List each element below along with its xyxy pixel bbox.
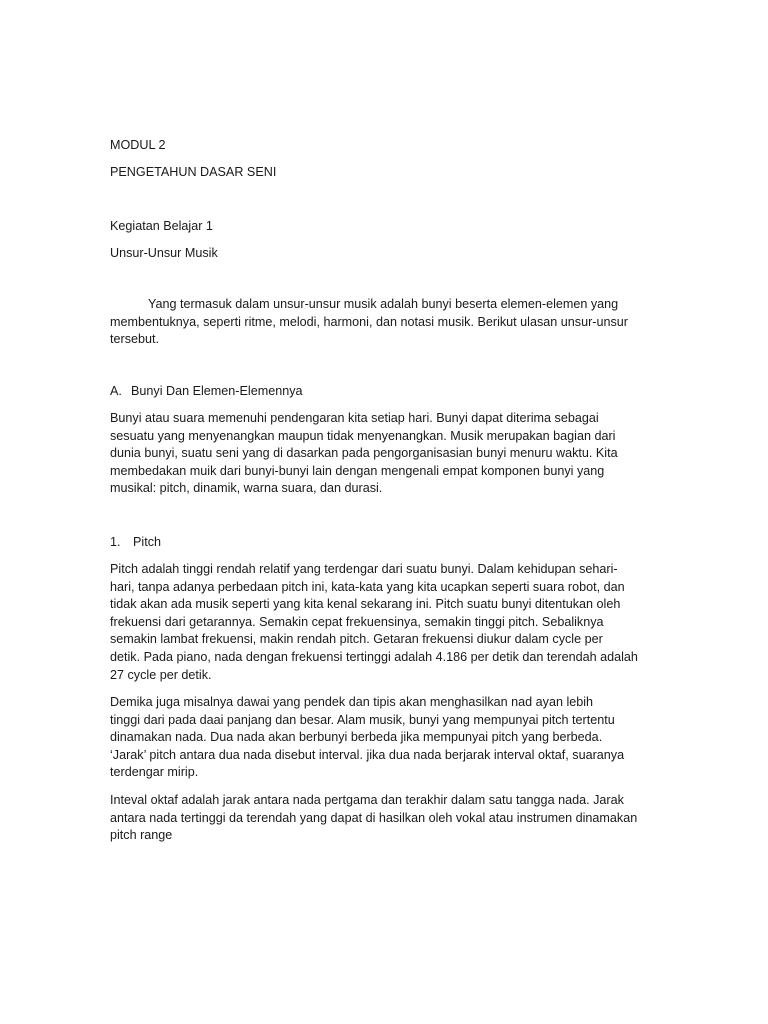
pitch-p1-line: frekuensi dari getarannya. Semakin cepat frekuensinya, semakin tinggi pitch. Sebaliknya [110,614,604,629]
intro-paragraph [110,296,658,349]
section-1-heading [110,534,161,552]
intro-line: Yang termasuk dalam unsur-unsur musik adalah bunyi beserta elemen-elemen yang [148,297,619,311]
pitch-p1-line: 27 cycle per detik. [110,667,212,682]
section-a-title: Bunyi Dan Elemen-Elemennya [131,384,303,398]
pitch-p3-line: antara nada tertinggi da terendah yang dapat di hasilkan oleh vokal atau instrumen dinamakan [110,810,638,825]
pitch-p1-line: detik. Pada piano, nada dengan frekuensi tertinggi adalah 4.186 per detik dan terendah adalah [110,649,638,664]
pitch-paragraph-3 [110,792,658,845]
section-a-line: sesuatu yang menyenangkan maupun tidak menyenangkan. Musik merupakan bagian dari [110,428,616,443]
pitch-p3-line: Inteval oktaf adalah jarak antara nada pertgama dan terakhir dalam satu tangga nada. Jarak [110,793,624,807]
activity-topic: Unsur-Unsur Musik [110,246,218,260]
pitch-p2-line: Demika juga misalnya dawai yang pendek dan tipis akan menghasilkan nad ayan lebih [110,695,594,709]
pitch-p1-line: semakin lambat frekuensi, makin rendah pitch. Getaran frekuensi diukur dalam cycle per [110,632,603,647]
pitch-p2-line: dinamakan nada. Dua nada akan berbunyi berbeda jika mempunyai pitch yang berbeda. [110,730,603,745]
section-a-line: Bunyi atau suara memenuhi pendengaran kita setiap hari. Bunyi dapat diterima sebagai [110,411,599,425]
pitch-p2-line: terdengar mirip. [110,765,199,780]
pitch-p1-line: Pitch adalah tinggi rendah relatif yang terdengar dari suatu bunyi. Dalam kehidupan sehari- [110,562,618,576]
section-a-line: dunia bunyi, suatu seni yang di dasarkan pada pengorganisasian bunyi menuru waktu. Kita [110,446,618,461]
pitch-p2-line: ‘Jarak’ pitch antara dua nada disebut interval. jika dua nada berjarak interval oktaf, suaranya [110,747,625,762]
module-title: MODUL 2 [110,138,166,152]
section-a-paragraph [110,410,658,498]
section-1-title: Pitch [133,535,161,549]
pitch-p1-line: hari, tanpa adanya perbedaan pitch ini, kata-kata yang kita ucapkan seperti suara robot, dan [110,579,625,594]
pitch-p3-line: pitch range [110,828,173,843]
activity-label: Kegiatan Belajar 1 [110,219,213,233]
section-1-marker: 1. [110,535,121,549]
intro-line: tersebut. [110,332,160,347]
pitch-paragraph-2 [110,694,658,782]
section-a-heading [110,383,303,401]
section-a-line: musikal: pitch, dinamik, warna suara, dan durasi. [110,481,383,496]
pitch-paragraph-1 [110,561,658,684]
module-subtitle: PENGETAHUN DASAR SENI [110,165,277,179]
pitch-p1-line: tidak akan ada musik seperti yang kita kenal sekarang ini. Pitch suatu bunyi ditentukan oleh [110,597,621,612]
section-a-line: membedakan muik dari bunyi-bunyi lain dengan mengenali empat komponen bunyi yang [110,463,605,478]
pitch-p2-line: tinggi dari pada daai panjang dan besar. Alam musik, bunyi yang mempunyai pitch tertentu [110,712,615,727]
intro-line: membentuknya, seperti ritme, melodi, harmoni, dan notasi musik. Berikut ulasan unsur-unsur [110,314,628,329]
section-a-marker: A. [110,384,122,398]
